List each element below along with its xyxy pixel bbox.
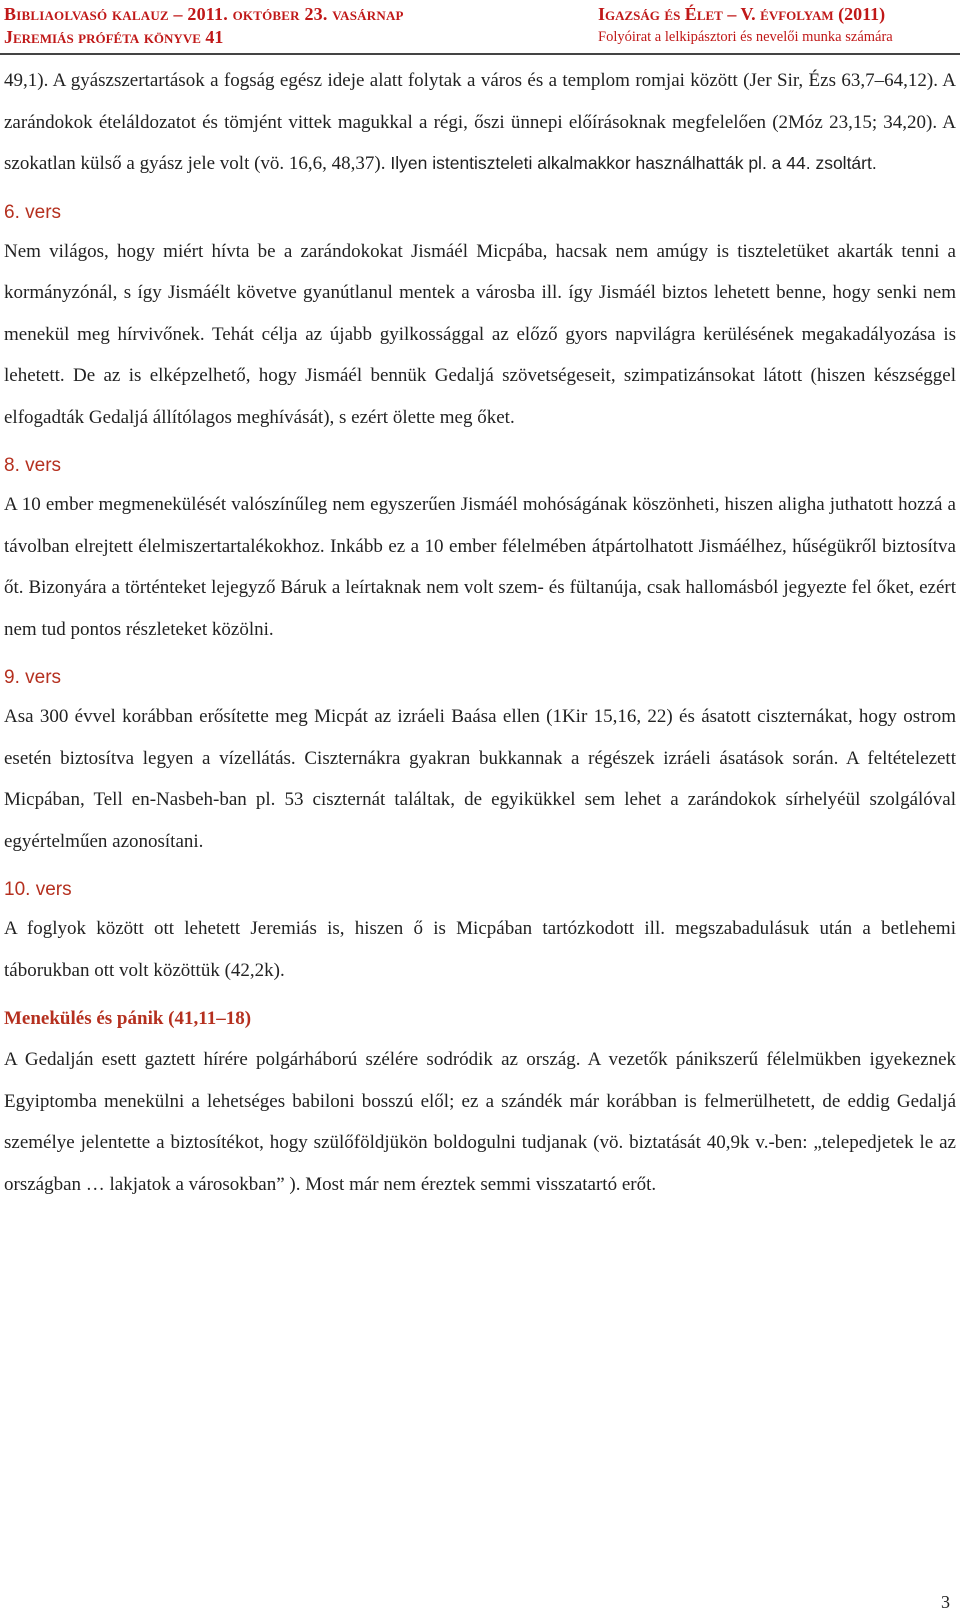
section-heading: Menekülés és pánik (41,11–18) (4, 1008, 252, 1029)
verse-8-text: A 10 ember megmenekülését valószínűleg nem egyszerűen Jismáél mohóságának köszönheti, hiszen aligha juthatott hozzá a távolban elrejtett élelmiszertartalékokhoz. Inkább ez a 10 ember félelmében átpártolhatott Jismáélhez, hűségükről biztosítva őt. Bizonyára a történteket lejegyző Báruk a leírtaknak nem volt szem- és fültanúja, csak hallomásból jegyezte fel őket, ezért nem tud pontos részleteket közölni. (4, 494, 956, 640)
intro-paragraph (4, 60, 956, 185)
document-body (4, 60, 956, 1205)
verse-9-text: Asa 300 évvel korábban erősítette meg Micpát az izráeli Baása ellen (1Kir 15,16, 22) és ásatott ciszternákat, hogy ostrom esetén biztosítva legyen a vízellátás. Ciszternákra gyakran bukkannak a régészek izráeli ásatások során. A feltételezett Micpában, Tell en-Nasbeh-ban pl. 53 ciszternát találtak, de egyikükkel sem lehet a zarándokok sírhelyéül szolgálóval egyértelműen azonosítani. (4, 706, 956, 852)
header-right-line1: Igazság és Élet – V. évfolyam (2011) (598, 4, 886, 24)
verse-6-text: Nem világos, hogy miért hívta be a zarándokokat Jismáél Micpába, hacsak nem amúgy is tiszteletüket akarták tenni a kormányzónál, s így Jismáélt követve gyanútlanul mentek a városba ill. így Jismáél biztos lehetett benne, hogy senki nem menekül meg hírvivőnek. Tehát célja az újabb gyilkossággal az előző gyors napvilágra kerülésének megakadályozása is lehetett. De az is elképzelhető, hogy Jismáél bennük Gedaljá szövetségeseit, szimpatizánsokat látott (hiszen készséggel elfogadták Gedaljá állítólagos meghívását), s ezért ölette meg őket. (4, 240, 956, 428)
intro-text-part1: 49,1). A gyászszertartások a fogság egész ideje alatt folytak a város és a templom romjai között (Jer Sir, Ézs 63,7–64,12). A zarándokok ételáldozatot és tömjént vittek magukkal a régi, őszi ünnepi előírásoknak megfelelően (2Móz 23,15; 34,20). A szokatlan külső a gyász jele volt (vö. 16,6, 48,37). (4, 70, 956, 174)
intro-text-part2: Ilyen istentiszteleti alkalmakkor használhatták pl. a 44. zsoltárt. (385, 153, 877, 173)
verse-10-label: 10. vers (4, 879, 72, 900)
section-text: A Gedalján esett gaztett hírére polgárháború szélére sodródik az ország. A vezetők pánikszerű félelmükben igyekeznek Egyiptomba menekülni a lehetséges babiloni bosszú elől; ez a szándék már korábban is felmerülhetett, de eddig Gedaljá személye jelentette a biztosítékot, hogy szülőföldjükön boldogulni tudjanak (vö. biztatását 40,9k v.-ben: „telepedjetek le az országban … lakjatok a városokban” ). Most már nem éreztek semmi visszatartó erőt. (4, 1049, 956, 1195)
page-header (0, 0, 960, 52)
header-right-line2: Folyóirat a lelkipásztori és nevelői munka számára (598, 29, 893, 45)
header-left-line2: Jeremiás próféta könyve 41 (4, 27, 224, 47)
page-number: 3 (941, 1592, 950, 1612)
verse-6-label: 6. vers (4, 201, 62, 223)
verse-9-label: 9. vers (4, 667, 62, 688)
header-divider (0, 53, 960, 55)
verse-8-label: 8. vers (4, 455, 62, 476)
header-left-line1: Bibliaolvasó kalauz – 2011. október 23. vasárnap (4, 4, 404, 24)
verse-10-text: A foglyok között ott lehetett Jeremiás is, hiszen ő is Micpában tartózkodott ill. megszabadulásuk után a betlehemi táborukban ott volt közöttük (42,2k). (4, 918, 956, 981)
